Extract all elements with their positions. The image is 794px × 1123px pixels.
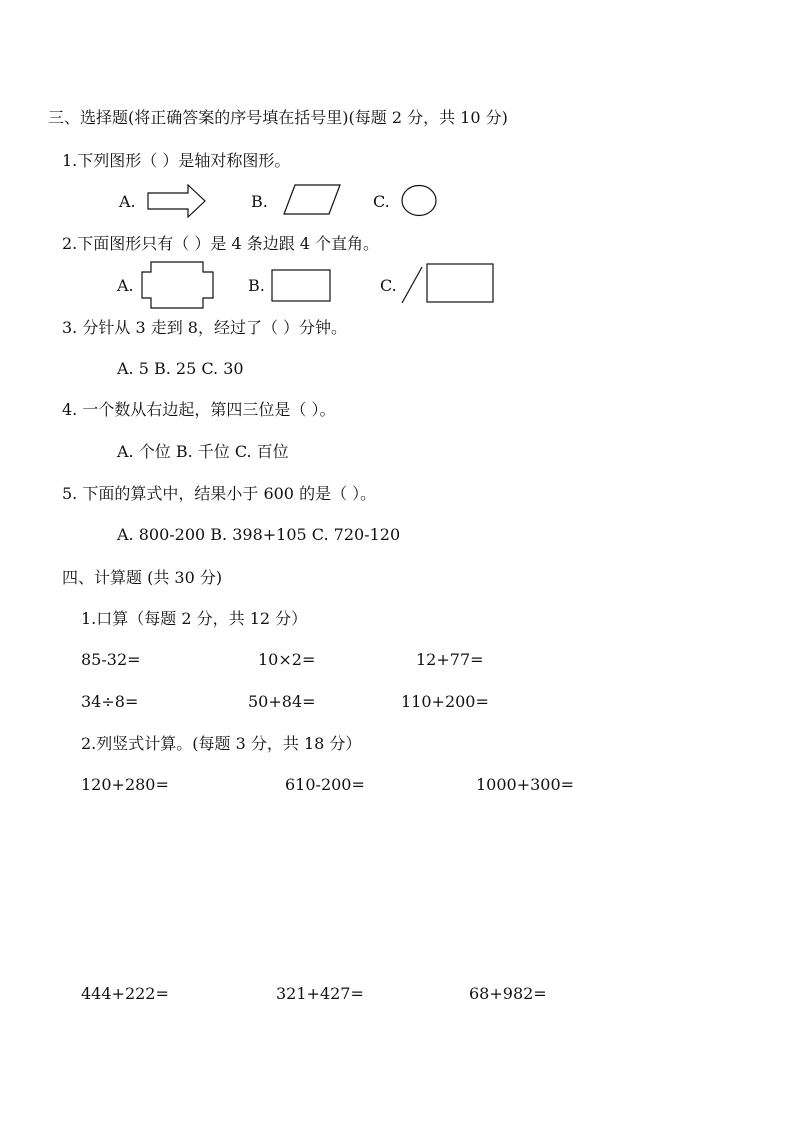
question-2-option-b: B. [248, 276, 265, 295]
question-1-option-c: C. [373, 192, 390, 211]
question-4-text: 4. 一个数从右边起，第四三位是（ ）。 [62, 400, 336, 419]
parallelogram-icon [283, 184, 343, 216]
cross-shape-icon [141, 261, 215, 309]
part-1-title: 1.口算（每题 2 分，共 12 分） [81, 609, 308, 628]
question-5-text: 5. 下面的算式中，结果小于 600 的是（ ）。 [62, 484, 377, 503]
vertical-calc-item: 68+982= [469, 984, 547, 1003]
oral-calc-item: 50+84= [248, 692, 316, 711]
question-1-option-b: B. [251, 192, 268, 211]
question-4-options: A. 个位 B. 千位 C. 百位 [117, 442, 289, 461]
vertical-calc-item: 1000+300= [476, 775, 575, 794]
vertical-calc-item: 321+427= [276, 984, 364, 1003]
oral-calc-item: 110+200= [401, 692, 489, 711]
rectangle-icon [271, 269, 332, 303]
oral-calc-item: 34÷8= [81, 692, 139, 711]
question-3-text: 3. 分针从 3 走到 8，经过了（ ）分钟。 [62, 318, 348, 337]
question-2-text: 2.下面图形只有（ ）是 4 条边跟 4 个直角。 [62, 234, 380, 253]
question-2-option-c: C. [380, 276, 397, 295]
section-3-title: 三、选择题(将正确答案的序号填在括号里)(每题 2 分，共 10 分) [48, 108, 508, 127]
oral-calc-item: 85-32= [81, 650, 141, 669]
circle-icon [400, 184, 438, 217]
slash-rectangle-icon [400, 263, 496, 305]
oral-calc-item: 12+77= [416, 650, 484, 669]
question-1-option-a: A. [119, 192, 136, 211]
question-2-option-a: A. [117, 276, 134, 295]
vertical-calc-item: 610-200= [285, 775, 365, 794]
question-5-options: A. 800-200 B. 398+105 C. 720-120 [117, 525, 401, 544]
oral-calc-item: 10×2= [258, 650, 316, 669]
section-4-title: 四、计算题 (共 30 分) [62, 568, 223, 587]
vertical-calc-item: 444+222= [81, 984, 169, 1003]
question-3-options: A. 5 B. 25 C. 30 [117, 359, 244, 378]
vertical-calc-item: 120+280= [81, 775, 169, 794]
part-2-title: 2.列竖式计算。(每题 3 分，共 18 分） [81, 734, 362, 753]
arrow-icon [146, 184, 208, 218]
question-1-text: 1.下列图形（ ）是轴对称图形。 [62, 151, 291, 170]
